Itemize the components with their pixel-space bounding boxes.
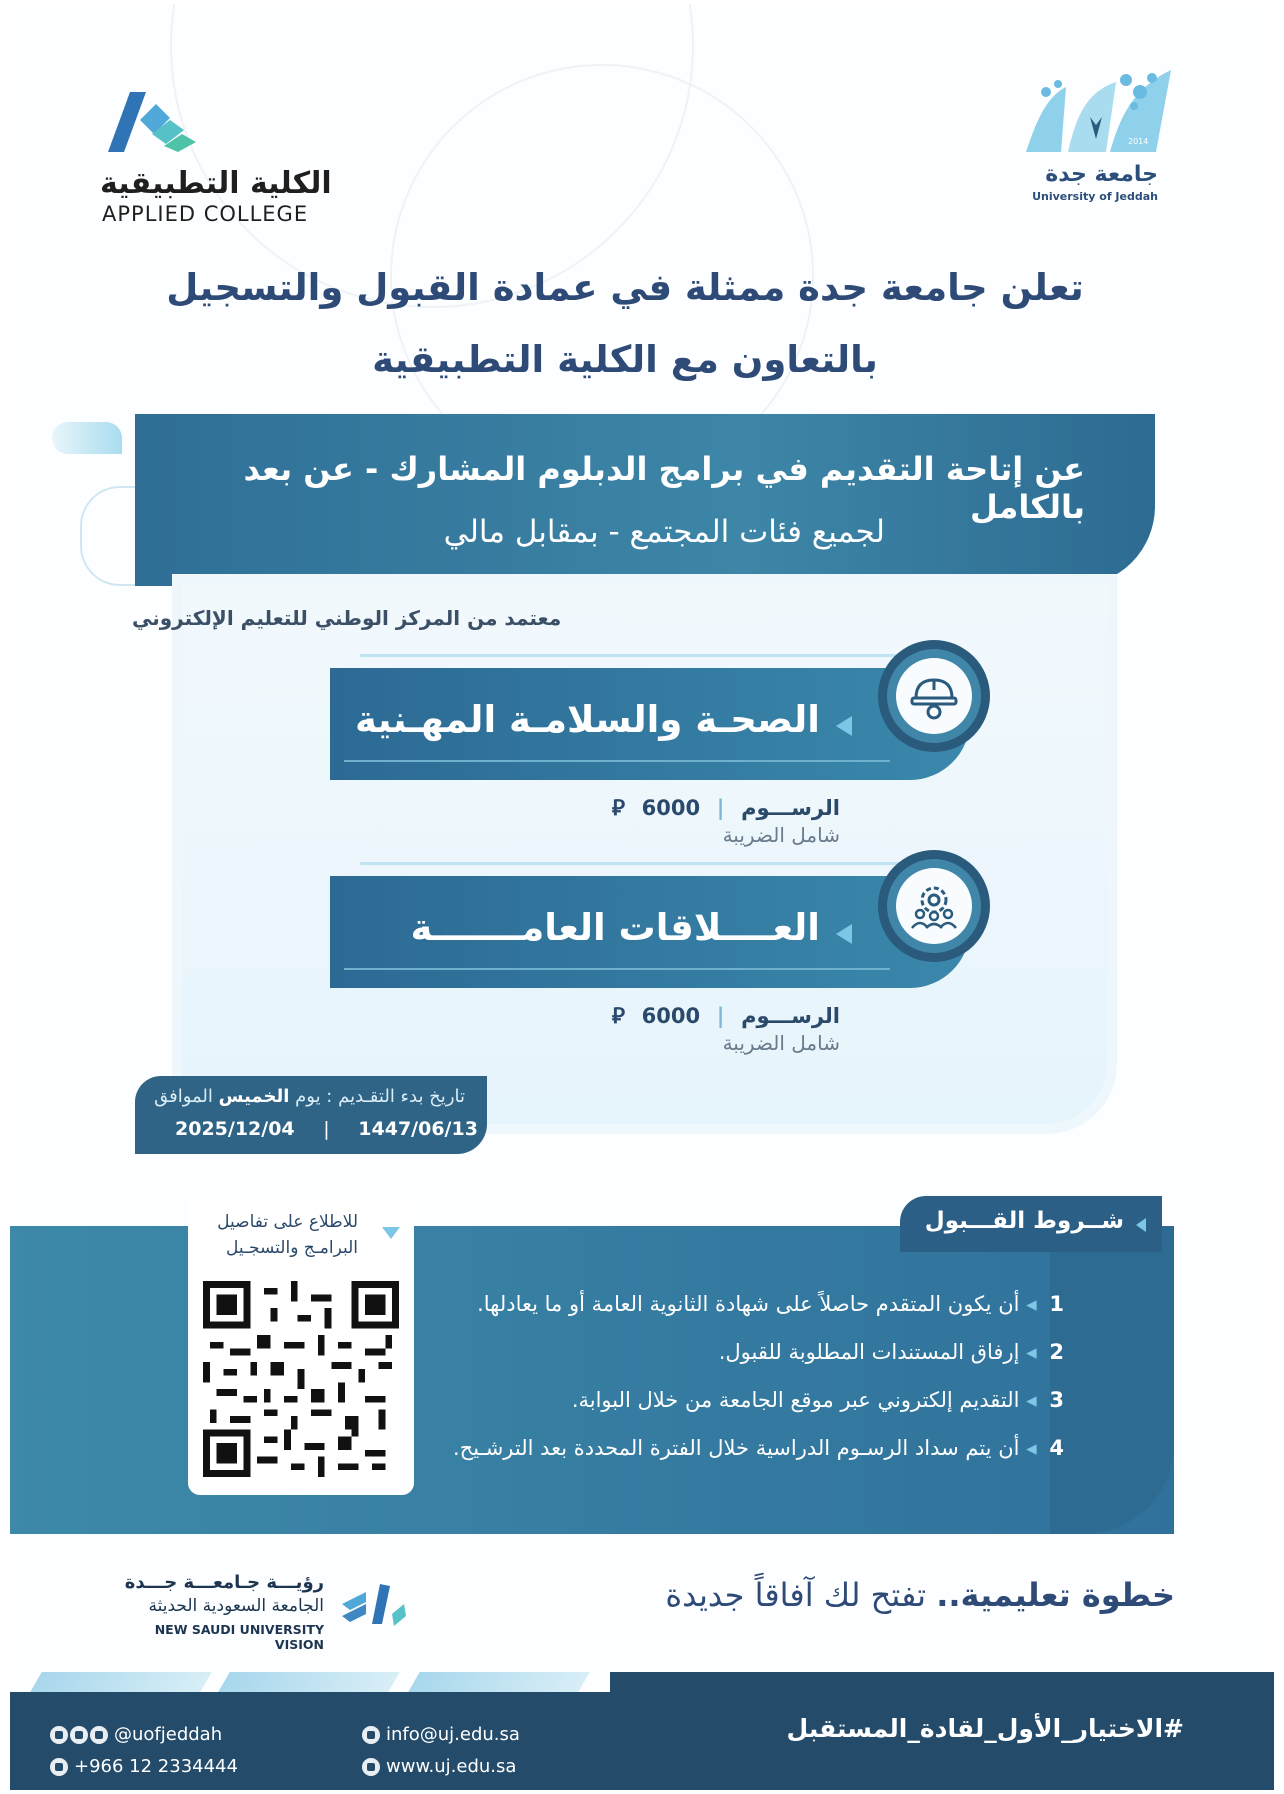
website-text[interactable]: www.uj.edu.sa	[386, 1756, 517, 1777]
applied-college-name-en: APPLIED COLLEGE	[102, 202, 309, 226]
riyal-currency-icon: ⃁	[611, 796, 625, 821]
tax-note: شامل الضريبة	[722, 1031, 840, 1055]
condition-item	[477, 1292, 1064, 1316]
application-start-date	[135, 1076, 487, 1154]
fee-label: الرســـوم	[741, 1004, 840, 1028]
condition-item	[572, 1388, 1064, 1412]
program-card	[330, 668, 970, 780]
condition-number: 3	[1049, 1388, 1064, 1412]
date-separator: |	[323, 1118, 330, 1140]
university-of-jeddah-logo	[1006, 62, 1186, 232]
snapchat-icon[interactable]	[90, 1726, 108, 1744]
qr-caption-line1: للاطلاع على تفاصيل	[217, 1212, 358, 1232]
condition-item	[453, 1436, 1064, 1460]
accreditation-note: معتمد من المركز الوطني للتعليم الإلكتروني	[132, 606, 562, 630]
email-text[interactable]: info@uj.edu.sa	[386, 1724, 520, 1745]
condition-text: التقديم إلكتروني عبر موقع الجامعة من خلال البوابة.	[571, 1388, 1020, 1412]
pointer-triangle-icon	[836, 716, 852, 736]
headline-line2: بالتعاون مع الكلية التطبيقية	[372, 338, 878, 381]
fee-separator: |	[716, 796, 725, 820]
phone-icon	[50, 1758, 68, 1776]
program-card-accent-line	[360, 654, 970, 657]
applied-college-name-ar: الكلية التطبيقية	[100, 166, 332, 201]
start-date-suffix: الموافق	[154, 1086, 213, 1107]
footer-website[interactable]	[362, 1756, 516, 1777]
program-icon-badge	[878, 640, 990, 752]
condition-number: 4	[1049, 1436, 1064, 1460]
start-date-day: الخميس	[218, 1086, 290, 1107]
condition-number: 1	[1049, 1292, 1064, 1316]
footer	[10, 1672, 1274, 1790]
footer-top-strip	[610, 1672, 1274, 1692]
conditions-title-tab	[900, 1196, 1162, 1252]
riyal-currency-icon: ⃁	[611, 1004, 625, 1029]
bullet-triangle-icon: ◂	[1026, 1292, 1037, 1316]
condition-text: أن يكون المتقدم حاصلاً على شهادة الثانوية العامة أو ما يعادلها.	[477, 1292, 1020, 1316]
slogan-rest: تفتح لك آفاقاً جديدة	[665, 1576, 927, 1614]
fee-amount: 6000	[641, 1004, 701, 1028]
program-card-inner-line	[344, 760, 890, 762]
band-curve	[1050, 1226, 1174, 1534]
condition-text: أن يتم سداد الرسـوم الدراسية خلال الفترة المحددة بعد الترشـيح.	[452, 1436, 1020, 1460]
people-gear-icon	[898, 870, 970, 942]
bullet-triangle-icon: ◂	[1026, 1436, 1037, 1460]
pointer-triangle-icon	[836, 924, 852, 944]
vision-line2: الجامعة السعودية الحديثة	[148, 1596, 324, 1616]
start-date-label	[154, 1086, 465, 1107]
vision-line1: رؤيـــة جـامعـــة جـــدة	[124, 1572, 324, 1593]
program-card-inner-line	[344, 968, 890, 970]
globe-icon	[362, 1758, 380, 1776]
fee-separator: |	[716, 1004, 725, 1028]
uj-emblem-icon	[1006, 62, 1186, 162]
qr-code[interactable]	[188, 1269, 414, 1495]
qr-code-icon[interactable]	[203, 1281, 399, 1477]
twitter-icon[interactable]	[70, 1726, 88, 1744]
program-fee	[480, 794, 840, 847]
banner-line1: عن إتاحة التقديم في برامج الدبلوم المشارك - عن بعد بالكامل	[243, 450, 1085, 526]
start-date-prefix: تاريخ بدء التقـديم : يوم	[295, 1086, 465, 1107]
footer-hashtag: #الاختيار_الأول_لقادة_المستقبل	[786, 1714, 1184, 1743]
poster	[10, 4, 1274, 1790]
condition-item	[719, 1340, 1064, 1364]
slogan	[620, 1576, 1175, 1614]
start-date-gregorian: 2025/12/04	[175, 1118, 295, 1140]
pointer-triangle-icon	[1136, 1218, 1146, 1232]
phone-text[interactable]: +966 12 2334444	[74, 1756, 238, 1777]
applied-college-logo	[100, 90, 340, 230]
condition-number: 2	[1049, 1340, 1064, 1364]
program-icon-badge	[878, 850, 990, 962]
uj-name-en: University of Jeddah	[1032, 190, 1158, 203]
fee-amount: 6000	[641, 796, 701, 820]
condition-text: إرفاق المستندات المطلوبة للقبول.	[718, 1340, 1020, 1364]
program-card-accent-line	[360, 862, 970, 865]
fee-label: الرســـوم	[741, 796, 840, 820]
bullet-triangle-icon: ◂	[1026, 1340, 1037, 1364]
program-card	[330, 876, 970, 988]
footer-social[interactable]	[50, 1724, 222, 1745]
university-vision-logo	[102, 1564, 422, 1652]
start-date-hijri: 1447/06/13	[358, 1118, 478, 1140]
tax-note: شامل الضريبة	[722, 823, 840, 847]
applied-college-mark-icon	[100, 90, 210, 160]
qr-caption-text	[217, 1209, 358, 1261]
footer-phone[interactable]	[50, 1756, 238, 1777]
vision-mark-icon	[332, 1564, 412, 1644]
svg-text:2014: 2014	[1128, 137, 1149, 146]
bullet-triangle-icon: ◂	[1026, 1388, 1037, 1412]
program-name: الصحـة والسلامـة المهـنية	[355, 698, 820, 741]
uj-name-ar: جامعة جدة	[1045, 162, 1158, 187]
headline-line1: تعلن جامعة جدة ممثلة في عمادة القبول والتسجيل	[166, 266, 1084, 309]
footer-email[interactable]	[362, 1724, 520, 1745]
social-handle[interactable]: @uofjeddah	[114, 1724, 223, 1745]
decorative-pill	[52, 422, 122, 454]
qr-caption	[188, 1199, 414, 1271]
qr-caption-line2: البرامـج والتسجـيل	[226, 1238, 358, 1258]
conditions-title: شــروط القـــبول	[924, 1208, 1124, 1234]
instagram-icon[interactable]	[50, 1726, 68, 1744]
start-date-values	[175, 1118, 478, 1140]
announcement-banner	[135, 414, 1155, 586]
email-icon	[362, 1726, 380, 1744]
program-name: العــــلاقات العامـــــــة	[410, 906, 820, 949]
hard-hat-gear-icon	[898, 660, 970, 732]
program-fee	[480, 1002, 840, 1055]
chevron-down-icon	[382, 1227, 400, 1239]
vision-en: NEW SAUDI UNIVERSITY VISION	[154, 1622, 324, 1652]
band-edge	[1174, 1226, 1274, 1534]
banner-line2: لجميع فئات المجتمع - بمقابل مالي	[443, 514, 885, 550]
slogan-bold: خطوة تعليمية..	[936, 1576, 1175, 1614]
